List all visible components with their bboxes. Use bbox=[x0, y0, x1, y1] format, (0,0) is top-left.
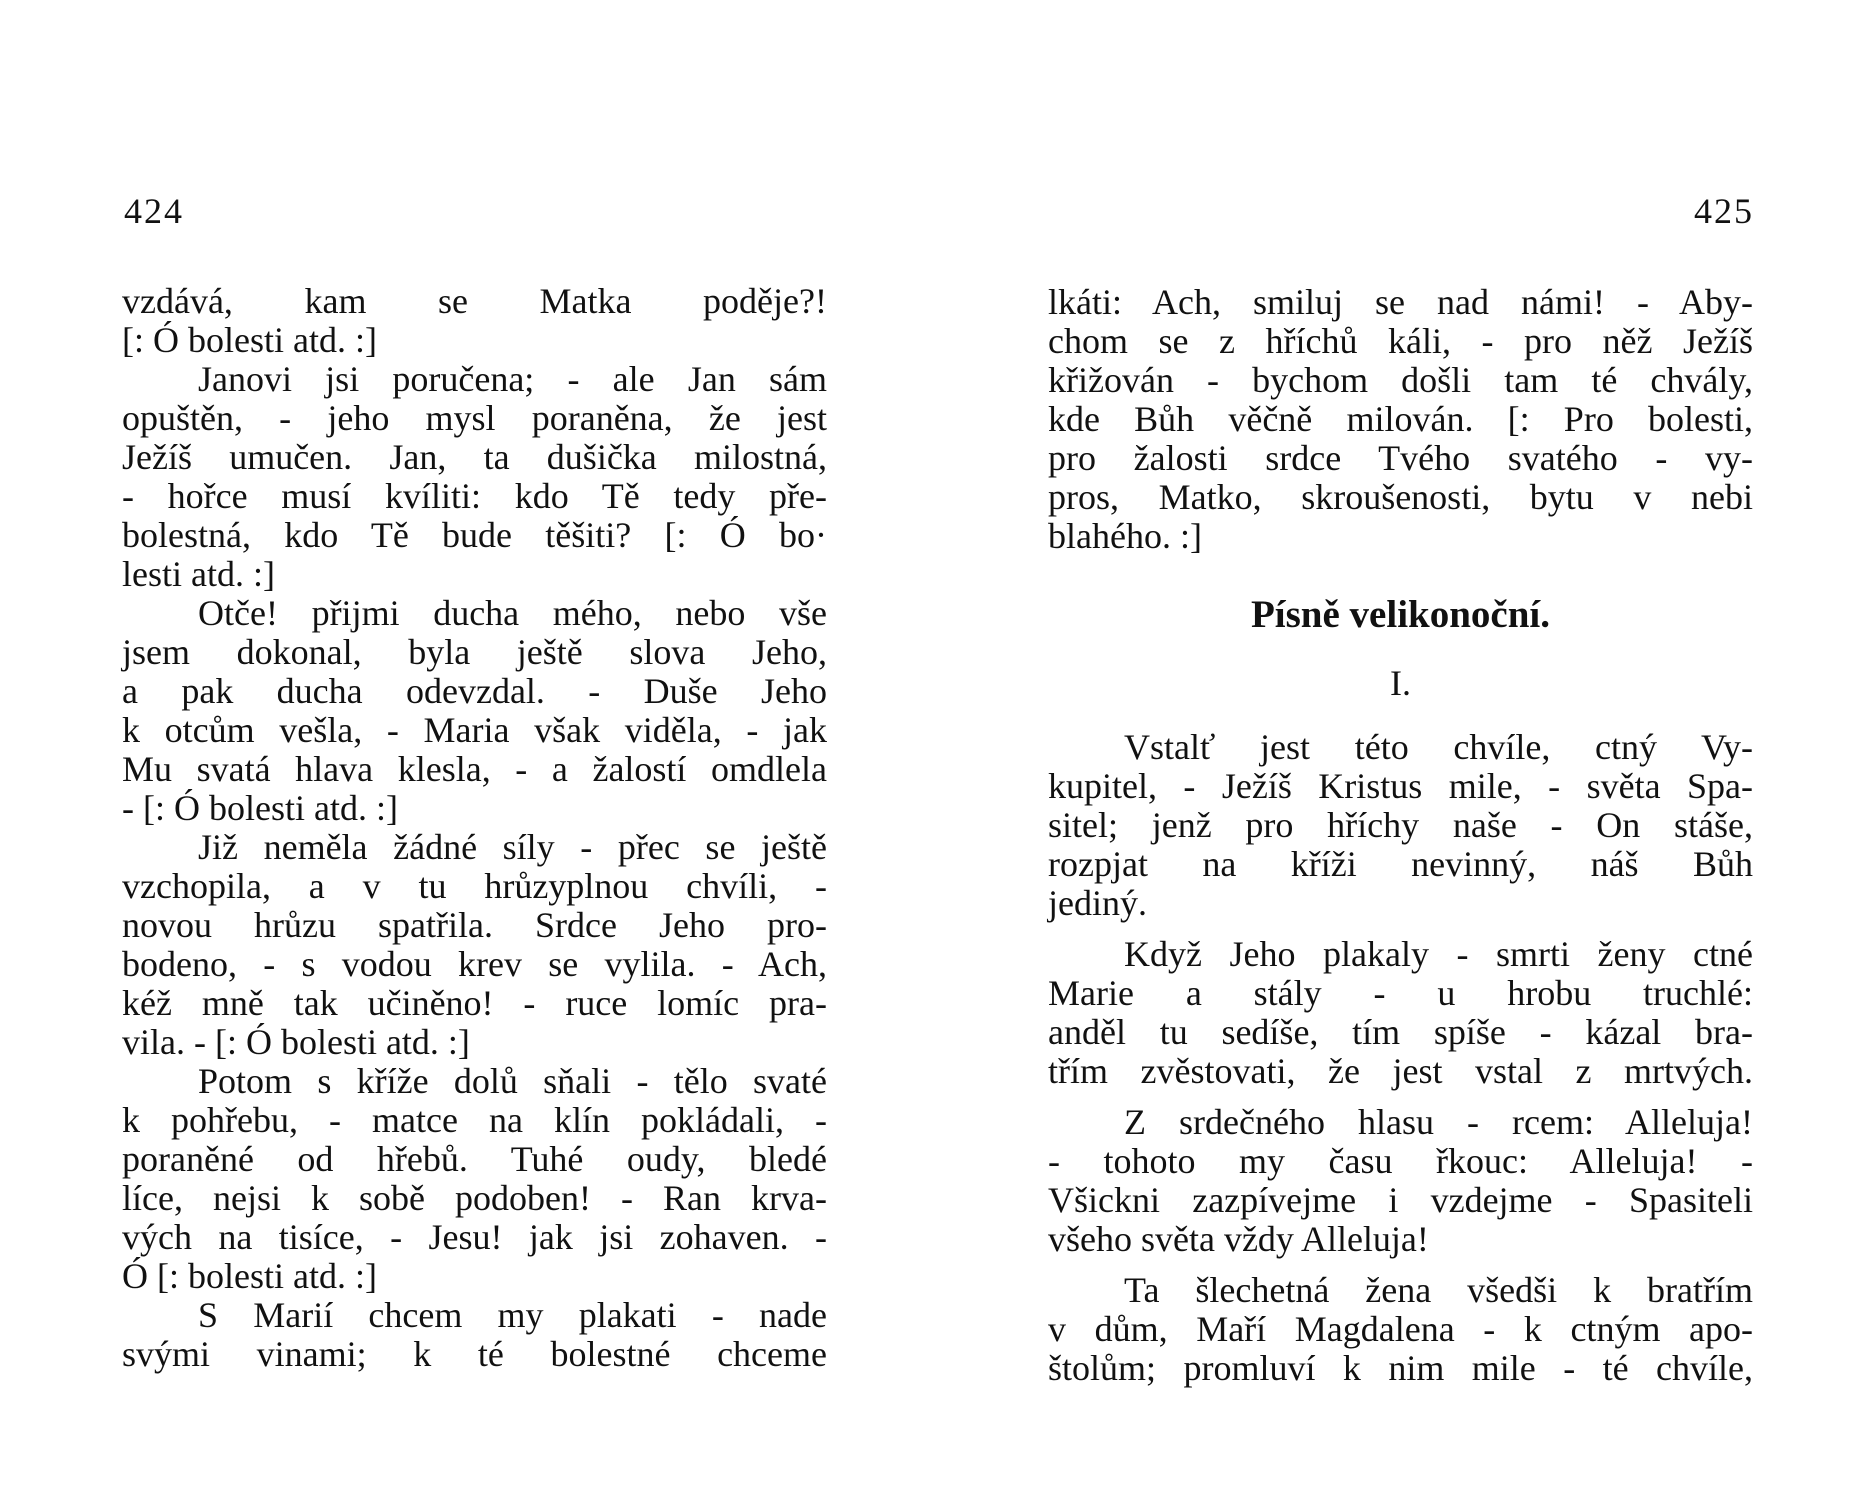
text-line: Ta šlechetná žena všedši k bratřím bbox=[1124, 1270, 1753, 1310]
page-number-right: 425 bbox=[1694, 191, 1754, 231]
text-line: Ó [: bolesti atd. :] bbox=[122, 1256, 377, 1296]
text-line: anděl tu sedíše, tím spíše - kázal bra- bbox=[1048, 1012, 1753, 1052]
text-line: chom se z hříchů káli, - pro něž Ježíš bbox=[1048, 321, 1753, 361]
text-line: lkáti: Ach, smiluj se nad námi! - Aby- bbox=[1048, 282, 1753, 322]
text-line: líce, nejsi k sobě podoben! - Ran krva- bbox=[122, 1178, 827, 1218]
text-line: v dům, Maří Magdalena - k ctným apo- bbox=[1048, 1309, 1753, 1349]
text-line: - hořce musí kvíliti: kdo Tě tedy pře- bbox=[122, 476, 827, 516]
stanza bbox=[1048, 728, 1753, 923]
stanza bbox=[1048, 935, 1753, 1091]
stanza bbox=[1048, 1271, 1753, 1388]
text-line: sitel; jenž pro hříchy naše - On stáše, bbox=[1048, 805, 1753, 845]
right-page bbox=[927, 0, 1854, 1500]
text-line: svými vinami; k té bolestné chceme bbox=[122, 1334, 827, 1374]
text-line: vzdává, kam se Matka poděje?! bbox=[122, 281, 827, 321]
text-line: jsem dokonal, byla ještě slova Jeho, bbox=[122, 632, 827, 672]
text-line: vých na tisíce, - Jesu! jak jsi zohaven. - bbox=[122, 1217, 827, 1257]
text-line: štolům; promluví k nim mile - té chvíle, bbox=[1048, 1348, 1753, 1388]
text-line: vila. - [: Ó bolesti atd. :] bbox=[122, 1022, 470, 1062]
text-line: - tohoto my času řkouc: Alleluja! - bbox=[1048, 1141, 1753, 1181]
text-line: bolestná, kdo Tě bude těšiti? [: Ó bo· bbox=[122, 515, 827, 555]
text-line: vzchopila, a v tu hrůzyplnou chvíli, - bbox=[122, 866, 827, 906]
text-line: Marie a stály - u hrobu truchlé: bbox=[1048, 973, 1753, 1013]
text-line: lesti atd. :] bbox=[122, 554, 275, 594]
text-line: jediný. bbox=[1048, 883, 1147, 923]
text-line: Potom s kříže dolů sňali - tělo svaté bbox=[198, 1061, 827, 1101]
page-number-left: 424 bbox=[124, 191, 184, 231]
text-line: novou hrůzu spatřila. Srdce Jeho pro- bbox=[122, 905, 827, 945]
text-line: blahého. :] bbox=[1048, 516, 1202, 556]
text-line: Když Jeho plakaly - smrti ženy ctné bbox=[1124, 934, 1753, 974]
right-page-text bbox=[1048, 283, 1753, 556]
text-line: kde Bůh věčně milován. [: Pro bolesti, bbox=[1048, 399, 1753, 439]
text-line: Vstalť jest této chvíle, ctný Vy- bbox=[1124, 727, 1753, 767]
text-line: Ježíš umučen. Jan, ta dušička milostná, bbox=[122, 437, 827, 477]
text-line: pros, Matko, skroušenosti, bytu v nebi bbox=[1048, 477, 1753, 517]
text-line: [: Ó bolesti atd. :] bbox=[122, 320, 377, 360]
text-line: Otče! přijmi ducha mého, nebo vše bbox=[198, 593, 827, 633]
text-line: Již neměla žádné síly - přec se ještě bbox=[198, 827, 827, 867]
text-line: Mu svatá hlava klesla, - a žalostí omdlela bbox=[122, 749, 827, 789]
text-line: všeho světa vždy Alleluja! bbox=[1048, 1219, 1429, 1259]
text-line: Z srdečného hlasu - rcem: Alleluja! bbox=[1124, 1102, 1753, 1142]
song-number: I. bbox=[1390, 663, 1411, 703]
text-line: k otcům vešla, - Maria však viděla, - jak bbox=[122, 710, 827, 750]
text-line: - [: Ó bolesti atd. :] bbox=[122, 788, 398, 828]
text-line: Janovi jsi poručena; - ale Jan sám bbox=[198, 359, 827, 399]
song-text bbox=[1048, 728, 1753, 1388]
text-line: S Marií chcem my plakati - nade bbox=[198, 1295, 827, 1335]
text-line: křižován - bychom došli tam té chvály, bbox=[1048, 360, 1753, 400]
text-line: k pohřebu, - matce na klín pokládali, - bbox=[122, 1100, 827, 1140]
text-line: a pak ducha odevzdal. - Duše Jeho bbox=[122, 671, 827, 711]
text-line: kéž mně tak učiněno! - ruce lomíc pra- bbox=[122, 983, 827, 1023]
text-line: opuštěn, - jeho mysl poraněna, že jest bbox=[122, 398, 827, 438]
text-line: kupitel, - Ježíš Kristus mile, - světa Spa- bbox=[1048, 766, 1753, 806]
text-line: rozpjat na kříži nevinný, náš Bůh bbox=[1048, 844, 1753, 884]
text-line: Všickni zazpívejme i vzdejme - Spasiteli bbox=[1048, 1180, 1753, 1220]
left-page-text bbox=[122, 282, 827, 1374]
section-heading: Písně velikonoční. bbox=[1250, 593, 1551, 636]
text-line: poraněné od hřebů. Tuhé oudy, bledé bbox=[122, 1139, 827, 1179]
text-line: bodeno, - s vodou krev se vylila. - Ach, bbox=[122, 944, 827, 984]
text-line: pro žalosti srdce Tvého svatého - vy- bbox=[1048, 438, 1753, 478]
text-line: třím zvěstovati, že jest vstal z mrtvých. bbox=[1048, 1051, 1753, 1091]
stanza bbox=[1048, 1103, 1753, 1259]
